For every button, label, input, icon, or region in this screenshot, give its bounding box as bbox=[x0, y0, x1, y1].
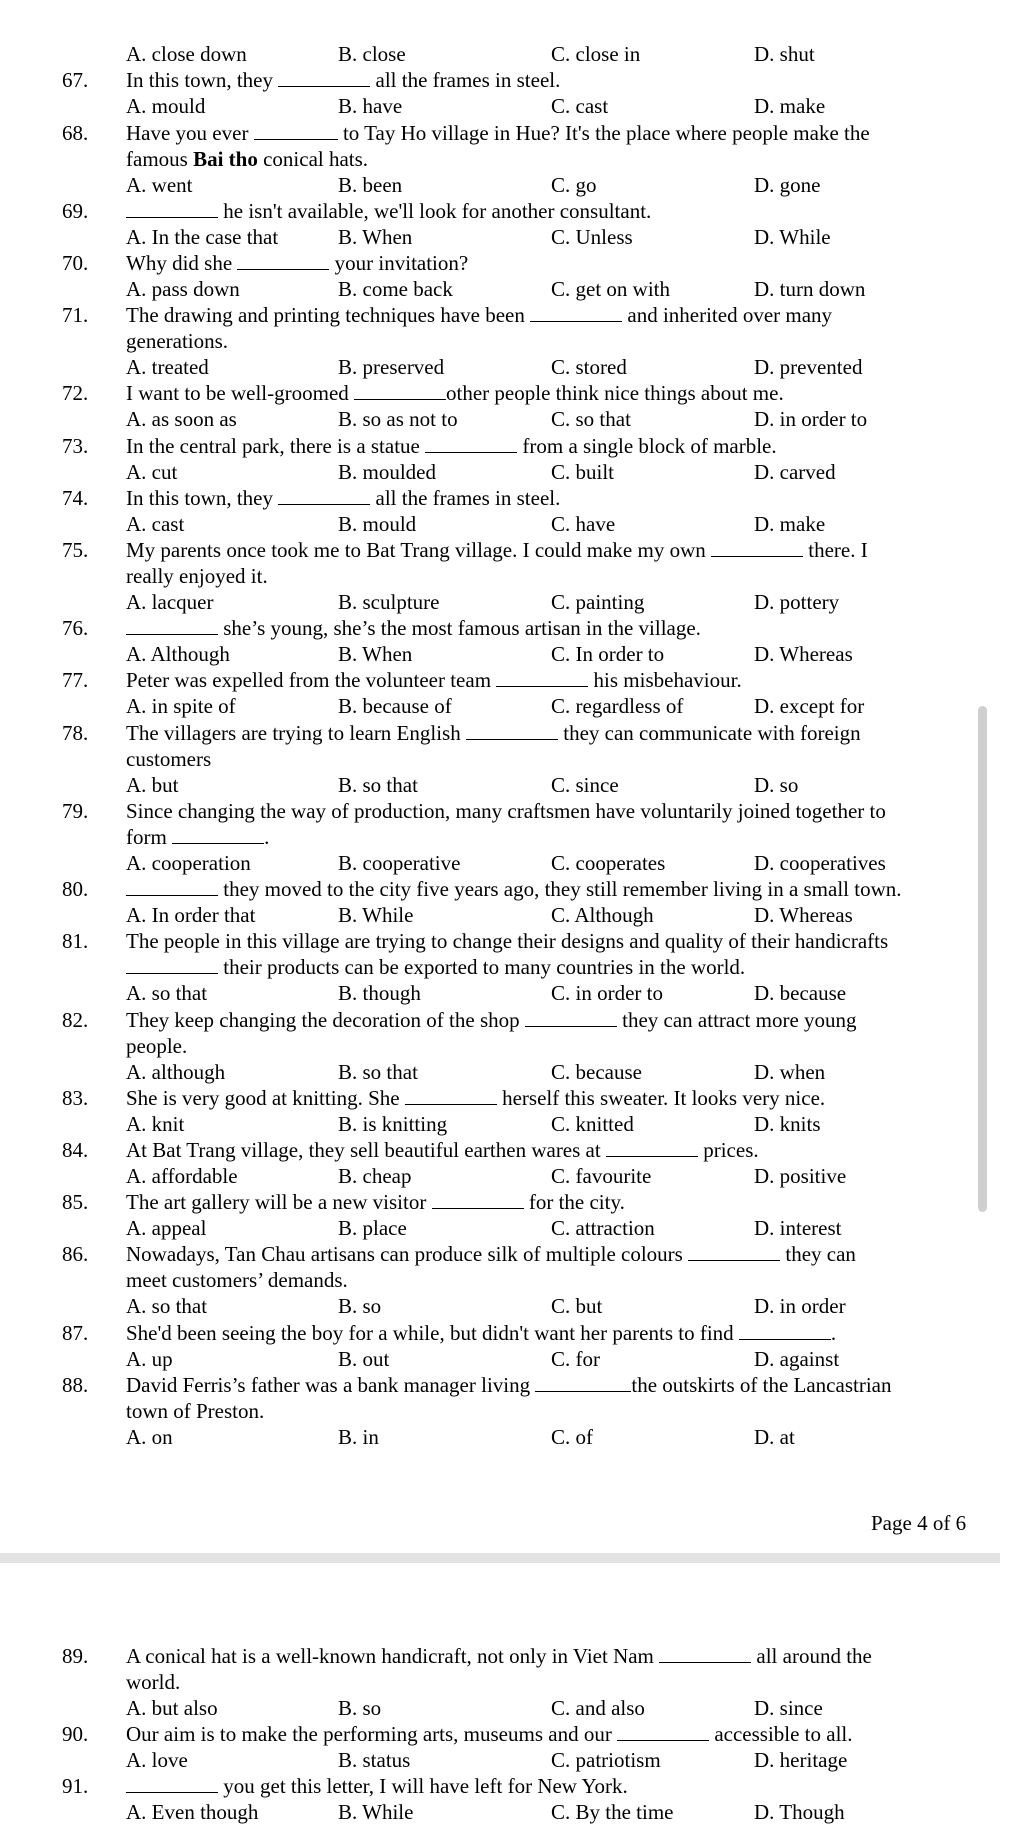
option-d: D. Whereas bbox=[754, 903, 853, 927]
option-d: D. make bbox=[754, 94, 826, 118]
question-text: you get this letter, I will have left for New York. bbox=[126, 1773, 628, 1799]
answer-blank bbox=[525, 1008, 617, 1027]
answer-blank bbox=[278, 486, 370, 505]
option-d: D. knits bbox=[754, 1112, 821, 1136]
question-80 bbox=[0, 876, 1024, 902]
question-text: The art gallery will be a new visitor for the city. bbox=[126, 1190, 625, 1214]
option-d: D. prevented bbox=[754, 355, 863, 379]
question-68 bbox=[0, 120, 1024, 146]
option-b: B. been bbox=[338, 173, 403, 197]
option-c: C. of bbox=[551, 1425, 593, 1449]
option-a: A. although bbox=[126, 1060, 226, 1084]
option-b: B. have bbox=[338, 94, 403, 118]
question-number: 76. bbox=[62, 616, 89, 640]
answer-blank bbox=[425, 434, 517, 453]
options-row bbox=[0, 1799, 1024, 1825]
option-d: D. because bbox=[754, 981, 847, 1005]
question-continuation: world. bbox=[126, 1670, 181, 1694]
option-b: B. While bbox=[338, 1800, 414, 1824]
option-a: A. love bbox=[126, 1748, 188, 1772]
question-number: 77. bbox=[62, 668, 89, 692]
option-b: B. moulded bbox=[338, 460, 436, 484]
question-text: At Bat Trang village, they sell beautiful earthen wares at prices. bbox=[126, 1138, 759, 1162]
scrollbar-thumb[interactable] bbox=[978, 706, 987, 1212]
question-number: 72. bbox=[62, 381, 89, 405]
option-d: D. heritage bbox=[754, 1748, 848, 1772]
options-row bbox=[0, 850, 1024, 876]
question-number: 68. bbox=[62, 121, 89, 145]
question-84 bbox=[0, 1137, 1024, 1163]
options-row bbox=[0, 459, 1024, 485]
option-a: A. so that bbox=[126, 1294, 208, 1318]
option-c: C. but bbox=[551, 1294, 603, 1318]
question-number: 91. bbox=[62, 1774, 89, 1798]
option-b: B. out bbox=[338, 1347, 390, 1371]
answer-blank bbox=[432, 1190, 524, 1209]
question-number: 82. bbox=[62, 1008, 89, 1032]
option-c: C. cooperates bbox=[551, 851, 666, 875]
option-c: C. built bbox=[551, 460, 615, 484]
options-row bbox=[0, 224, 1024, 250]
option-d: D. turn down bbox=[754, 277, 866, 301]
option-a: A. cut bbox=[126, 460, 178, 484]
question-number: 74. bbox=[62, 486, 89, 510]
option-c: C. favourite bbox=[551, 1164, 652, 1188]
option-c: C. go bbox=[551, 173, 597, 197]
question-number: 85. bbox=[62, 1190, 89, 1214]
option-c: C. Although bbox=[551, 903, 654, 927]
question-number: 70. bbox=[62, 251, 89, 275]
options-row bbox=[0, 41, 1024, 67]
options-row bbox=[0, 1424, 1024, 1450]
option-a: A. cast bbox=[126, 512, 185, 536]
option-b: B. cheap bbox=[338, 1164, 412, 1188]
question-text: Since changing the way of production, many craftsmen have voluntarily joined together to bbox=[126, 799, 886, 823]
options-row bbox=[0, 1059, 1024, 1085]
option-c: C. cast bbox=[551, 94, 609, 118]
question-text: She'd been seeing the boy for a while, but didn't want her parents to find . bbox=[126, 1321, 837, 1345]
option-a: A. up bbox=[126, 1347, 173, 1371]
option-c: C. stored bbox=[551, 355, 627, 379]
answer-blank bbox=[278, 68, 370, 87]
question-79 bbox=[0, 798, 1024, 824]
question-text: she’s young, she’s the most famous artisan in the village. bbox=[126, 615, 701, 641]
options-row bbox=[0, 406, 1024, 432]
options-row bbox=[0, 1747, 1024, 1773]
question-continuation: meet customers’ demands. bbox=[126, 1268, 348, 1292]
question-text: Have you ever to Tay Ho village in Hue? It's the place where people make the bbox=[126, 121, 870, 145]
question-number: 75. bbox=[62, 538, 89, 562]
option-a: A. went bbox=[126, 173, 193, 197]
option-a: A. cooperation bbox=[126, 851, 251, 875]
option-b: B. While bbox=[338, 903, 414, 927]
options-row bbox=[0, 1215, 1024, 1241]
question-continuation: people. bbox=[126, 1034, 188, 1058]
option-b: B. come back bbox=[338, 277, 453, 301]
answer-blank bbox=[739, 1321, 831, 1340]
option-c: C. since bbox=[551, 773, 619, 797]
question-number: 90. bbox=[62, 1722, 89, 1746]
answer-blank bbox=[688, 1242, 780, 1261]
options-row bbox=[0, 589, 1024, 615]
answer-blank bbox=[530, 303, 622, 322]
option-c: C. patriotism bbox=[551, 1748, 661, 1772]
question-number: 83. bbox=[62, 1086, 89, 1110]
question-number: 88. bbox=[62, 1373, 89, 1397]
answer-blank bbox=[172, 825, 264, 844]
option-c: C. because bbox=[551, 1060, 642, 1084]
option-c: C. get on with bbox=[551, 277, 670, 301]
option-d: D. carved bbox=[754, 460, 836, 484]
option-d: D. While bbox=[754, 225, 831, 249]
options-row bbox=[0, 1346, 1024, 1372]
question-continuation: generations. bbox=[126, 329, 229, 353]
option-a: A. lacquer bbox=[126, 590, 214, 614]
option-d: D. shut bbox=[754, 42, 815, 66]
option-b: B. cooperative bbox=[338, 851, 461, 875]
option-c: C. in order to bbox=[551, 981, 663, 1005]
option-b: B. sculpture bbox=[338, 590, 440, 614]
options-row bbox=[0, 772, 1024, 798]
option-d: D. at bbox=[754, 1425, 795, 1449]
option-a: A. affordable bbox=[126, 1164, 238, 1188]
option-d: D. Though bbox=[754, 1800, 845, 1824]
options-row bbox=[0, 354, 1024, 380]
option-b: B. though bbox=[338, 981, 421, 1005]
question-text: he isn't available, we'll look for another consultant. bbox=[126, 198, 651, 224]
question-text: The villagers are trying to learn English they can communicate with foreign bbox=[126, 721, 861, 745]
question-text: The drawing and printing techniques have been and inherited over many bbox=[126, 303, 833, 327]
options-row bbox=[0, 276, 1024, 302]
question-number: 67. bbox=[62, 68, 89, 92]
options-row bbox=[0, 93, 1024, 119]
question-69 bbox=[0, 198, 1024, 224]
option-b: B. place bbox=[338, 1216, 407, 1240]
option-b: B. When bbox=[338, 642, 413, 666]
answer-blank bbox=[606, 1138, 698, 1157]
option-b: B. because of bbox=[338, 694, 452, 718]
question-81 bbox=[0, 928, 1024, 954]
question-76 bbox=[0, 615, 1024, 641]
question-continuation: form . bbox=[126, 825, 270, 849]
option-b: B. so as not to bbox=[338, 407, 458, 431]
option-a: A. Although bbox=[126, 642, 230, 666]
option-c: C. have bbox=[551, 512, 616, 536]
answer-blank bbox=[659, 1644, 751, 1663]
question-91 bbox=[0, 1773, 1024, 1799]
options-row bbox=[0, 1293, 1024, 1319]
answer-blank bbox=[126, 616, 218, 635]
option-b: B. so bbox=[338, 1294, 382, 1318]
question-77 bbox=[0, 667, 1024, 693]
option-d: D. cooperatives bbox=[754, 851, 886, 875]
option-d: D. so bbox=[754, 773, 799, 797]
options-row bbox=[0, 1111, 1024, 1137]
option-a: A. appeal bbox=[126, 1216, 207, 1240]
question-continuation: really enjoyed it. bbox=[126, 564, 268, 588]
question-continuation: customers bbox=[126, 747, 212, 771]
question-73 bbox=[0, 433, 1024, 459]
option-c: C. so that bbox=[551, 407, 631, 431]
question-text: Our aim is to make the performing arts, museums and our accessible to all. bbox=[126, 1722, 853, 1746]
question-89 bbox=[0, 1643, 1024, 1669]
option-d: D. against bbox=[754, 1347, 840, 1371]
question-text: In the central park, there is a statue from a single block of marble. bbox=[126, 434, 777, 458]
option-d: D. in order bbox=[754, 1294, 846, 1318]
option-a: A. In order that bbox=[126, 903, 256, 927]
option-d: D. make bbox=[754, 512, 826, 536]
option-d: D. Whereas bbox=[754, 642, 853, 666]
option-b: B. so that bbox=[338, 1060, 418, 1084]
option-a: A. pass down bbox=[126, 277, 240, 301]
options-row bbox=[0, 1163, 1024, 1189]
option-a: A. as soon as bbox=[126, 407, 237, 431]
question-87 bbox=[0, 1320, 1024, 1346]
answer-blank bbox=[126, 199, 218, 218]
question-text: In this town, they all the frames in steel. bbox=[126, 486, 561, 510]
options-row bbox=[0, 511, 1024, 537]
option-b: B. mould bbox=[338, 512, 417, 536]
options-row bbox=[0, 641, 1024, 667]
options-row bbox=[0, 172, 1024, 198]
options-row bbox=[0, 902, 1024, 928]
answer-blank bbox=[126, 1774, 218, 1793]
option-a: A. close down bbox=[126, 42, 247, 66]
option-b: B. is knitting bbox=[338, 1112, 448, 1136]
option-c: C. painting bbox=[551, 590, 645, 614]
option-a: A. on bbox=[126, 1425, 173, 1449]
answer-blank bbox=[354, 381, 446, 400]
option-b: B. When bbox=[338, 225, 413, 249]
question-number: 86. bbox=[62, 1242, 89, 1266]
question-78 bbox=[0, 720, 1024, 746]
question-67 bbox=[0, 67, 1024, 93]
answer-blank bbox=[126, 955, 218, 974]
answer-blank bbox=[711, 538, 803, 557]
question-71 bbox=[0, 302, 1024, 328]
question-number: 69. bbox=[62, 199, 89, 223]
option-c: C. Unless bbox=[551, 225, 633, 249]
option-d: D. pottery bbox=[754, 590, 840, 614]
option-a: A. mould bbox=[126, 94, 206, 118]
option-c: C. for bbox=[551, 1347, 600, 1371]
options-row bbox=[0, 693, 1024, 719]
option-d: D. in order to bbox=[754, 407, 868, 431]
question-86 bbox=[0, 1241, 1024, 1267]
option-d: D. interest bbox=[754, 1216, 842, 1240]
option-b: B. so that bbox=[338, 773, 418, 797]
option-d: D. positive bbox=[754, 1164, 847, 1188]
option-c: C. By the time bbox=[551, 1800, 674, 1824]
answer-blank bbox=[535, 1373, 631, 1392]
question-text: My parents once took me to Bat Trang village. I could make my own there. I bbox=[126, 538, 868, 562]
option-a: A. in spite of bbox=[126, 694, 236, 718]
option-b: B. close bbox=[338, 42, 406, 66]
options-row bbox=[0, 1695, 1024, 1721]
option-a: A. but also bbox=[126, 1696, 218, 1720]
question-74 bbox=[0, 485, 1024, 511]
option-c: C. In order to bbox=[551, 642, 665, 666]
question-text: they moved to the city five years ago, they still remember living in a small town. bbox=[126, 876, 902, 902]
option-b: B. so bbox=[338, 1696, 382, 1720]
question-number: 84. bbox=[62, 1138, 89, 1162]
question-number: 89. bbox=[62, 1644, 89, 1668]
option-b: B. status bbox=[338, 1748, 411, 1772]
option-c: C. attraction bbox=[551, 1216, 655, 1240]
option-d: D. since bbox=[754, 1696, 823, 1720]
question-number: 87. bbox=[62, 1321, 89, 1345]
question-text: In this town, they all the frames in steel. bbox=[126, 68, 561, 92]
question-number: 81. bbox=[62, 929, 89, 953]
answer-blank bbox=[466, 721, 558, 740]
option-c: C. close in bbox=[551, 42, 641, 66]
option-d: D. except for bbox=[754, 694, 865, 718]
option-b: B. in bbox=[338, 1425, 379, 1449]
question-72 bbox=[0, 380, 1024, 406]
question-85 bbox=[0, 1189, 1024, 1215]
answer-blank bbox=[405, 1086, 497, 1105]
question-text: Peter was expelled from the volunteer team his misbehaviour. bbox=[126, 668, 742, 692]
option-a: A. so that bbox=[126, 981, 208, 1005]
option-c: C. regardless of bbox=[551, 694, 684, 718]
question-continuation: town of Preston. bbox=[126, 1399, 265, 1423]
option-c: C. knitted bbox=[551, 1112, 634, 1136]
question-text: The people in this village are trying to change their designs and quality of their handicrafts bbox=[126, 929, 889, 953]
question-text: I want to be well-groomed other people think nice things about me. bbox=[126, 381, 784, 405]
question-70 bbox=[0, 250, 1024, 276]
question-75 bbox=[0, 537, 1024, 563]
question-text: She is very good at knitting. She herself this sweater. It looks very nice. bbox=[126, 1086, 826, 1110]
page-divider bbox=[0, 1553, 1000, 1563]
answer-blank bbox=[237, 251, 329, 270]
question-text: A conical hat is a well-known handicraft, not only in Viet Nam all around the bbox=[126, 1644, 872, 1668]
question-continuation: their products can be exported to many countries in the world. bbox=[0, 954, 1024, 980]
question-88 bbox=[0, 1372, 1024, 1398]
option-d: D. gone bbox=[754, 173, 821, 197]
question-number: 73. bbox=[62, 434, 89, 458]
option-a: A. treated bbox=[126, 355, 209, 379]
question-number: 79. bbox=[62, 799, 89, 823]
question-continuation: famous Bai tho conical hats. bbox=[126, 147, 369, 171]
question-text: Why did she your invitation? bbox=[126, 251, 469, 275]
options-row bbox=[0, 980, 1024, 1006]
option-a: A. In the case that bbox=[126, 225, 279, 249]
option-c: C. and also bbox=[551, 1696, 645, 1720]
question-number: 71. bbox=[62, 303, 89, 327]
answer-blank bbox=[496, 668, 588, 687]
question-text: David Ferris’s father was a bank manager living the outskirts of the Lancastrian bbox=[126, 1373, 892, 1397]
question-90 bbox=[0, 1721, 1024, 1747]
page-footer: Page 4 of 6 bbox=[871, 1511, 967, 1535]
option-b: B. preserved bbox=[338, 355, 445, 379]
question-number: 80. bbox=[62, 877, 89, 901]
option-a: A. knit bbox=[126, 1112, 185, 1136]
option-a: A. Even though bbox=[126, 1800, 259, 1824]
answer-blank bbox=[126, 877, 218, 896]
question-number: 78. bbox=[62, 721, 89, 745]
option-a: A. but bbox=[126, 773, 179, 797]
question-83 bbox=[0, 1085, 1024, 1111]
question-text: Nowadays, Tan Chau artisans can produce silk of multiple colours they can bbox=[126, 1242, 856, 1266]
answer-blank bbox=[254, 121, 338, 140]
answer-blank bbox=[617, 1722, 709, 1741]
option-d: D. when bbox=[754, 1060, 826, 1084]
question-82 bbox=[0, 1007, 1024, 1033]
question-text: They keep changing the decoration of the shop they can attract more young bbox=[126, 1008, 857, 1032]
